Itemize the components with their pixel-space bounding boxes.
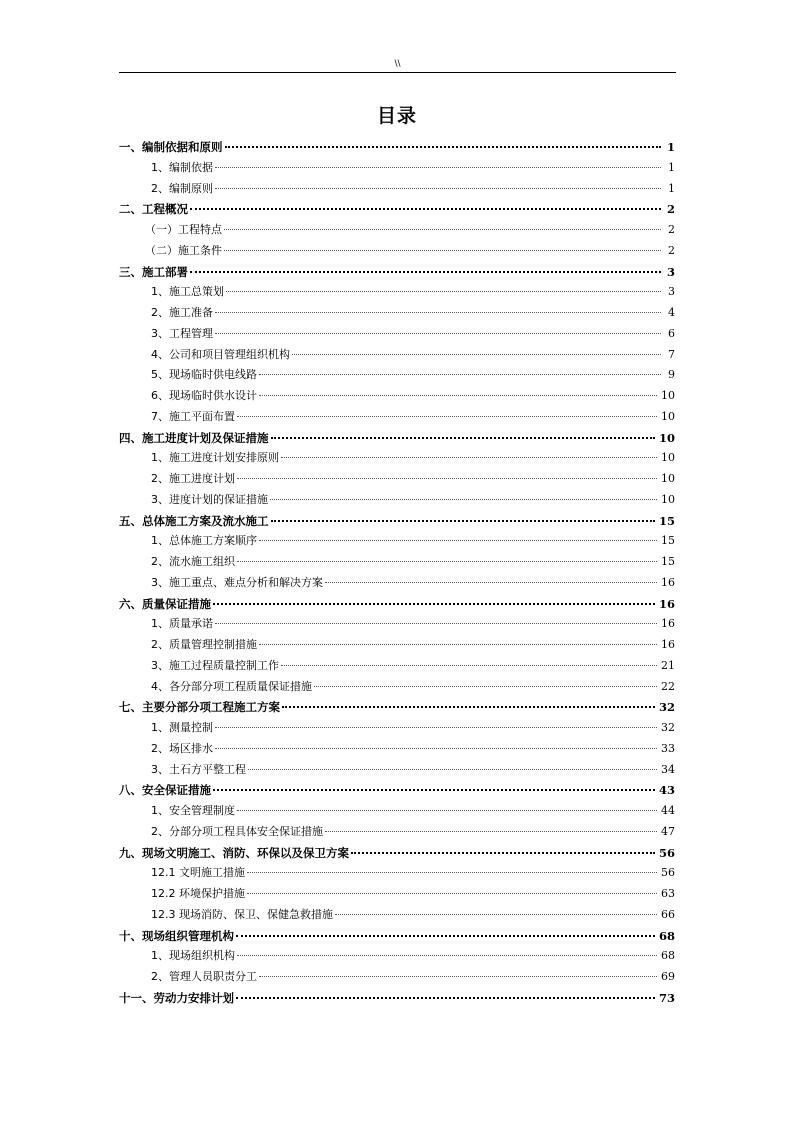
toc-page-number: 9 [668,368,675,382]
toc-entry-label: （二）施工条件 [145,243,222,257]
toc-page-number: 16 [658,596,675,611]
toc-page-number: 2 [668,243,675,257]
toc-section-entry[interactable] [119,946,675,967]
toc-section-entry[interactable] [119,573,675,594]
toc-dot-leader [292,353,661,355]
toc-dot-leader [215,166,661,168]
toc-entry-label: 3、进度计划的保证措施 [151,492,268,506]
toc-dot-leader [236,996,655,999]
toc-page-number: 1 [668,181,675,195]
toc-section-entry[interactable] [119,614,675,635]
header-text: \\ [394,59,401,69]
toc-section-entry[interactable] [119,656,675,677]
toc-chapter-entry[interactable] [119,780,675,801]
toc-entry-label: 一、编制依据和原则 [119,140,223,154]
toc-dot-leader [237,954,657,956]
toc-dot-leader [351,851,655,854]
toc-dot-leader [215,747,657,749]
toc-dot-leader [213,788,655,791]
toc-entry-label: 1、安全管理制度 [151,804,235,817]
toc-dot-leader [237,477,657,479]
toc-page-number: 10 [661,389,675,402]
toc-page-number: 3 [666,264,675,279]
toc-entry-label: 2、管理人员职责分工 [151,970,257,983]
toc-entry-label: 3、施工重点、难点分析和解决方案 [151,575,323,589]
toc-page-number: 56 [658,845,675,860]
toc-dot-leader [270,498,657,500]
toc-page-number: 10 [661,492,675,506]
toc-dot-leader [259,373,661,375]
toc-section-entry[interactable] [119,760,675,781]
toc-page-number: 2 [668,223,675,236]
toc-chapter-entry[interactable] [119,511,675,532]
toc-chapter-entry[interactable] [119,199,675,220]
toc-section-entry[interactable] [119,386,675,407]
toc-page-number: 1 [666,140,675,154]
toc-section-entry[interactable] [119,158,675,179]
toc-section-entry[interactable] [119,407,675,428]
toc-entry-label: 1、测量控制 [151,721,213,734]
toc-section-entry[interactable] [119,739,675,760]
toc-page-number: 15 [661,534,675,548]
toc-section-entry[interactable] [119,345,675,366]
toc-title: 目录 [376,105,417,127]
toc-chapter-entry[interactable] [119,988,675,1009]
toc-section-entry[interactable] [119,718,675,739]
toc-chapter-entry[interactable] [119,262,675,283]
toc-page-number: 47 [661,824,675,838]
toc-dot-leader [259,539,657,541]
toc-section-entry[interactable] [119,531,675,552]
toc-dot-leader [281,664,657,666]
toc-entry-label: 1、质量承诺 [151,617,213,631]
toc-dot-leader [271,519,655,522]
toc-entry-label: 二、工程概况 [119,202,188,217]
toc-entry-label: 九、现场文明施工、消防、环保以及保卫方案 [119,845,349,860]
toc-entry-label: 八、安全保证措施 [119,783,211,798]
toc-dot-leader [259,643,657,645]
table-of-contents [119,137,675,1009]
toc-section-entry[interactable] [119,677,675,698]
toc-page-number: 15 [658,513,675,528]
toc-dot-leader [215,311,661,313]
toc-dot-leader [215,187,661,189]
toc-page-number: 3 [668,285,675,299]
toc-section-entry[interactable] [119,884,675,905]
toc-dot-leader [237,415,657,417]
toc-page-number: 16 [661,638,675,651]
toc-entry-label: 6、现场临时供水设计 [151,389,257,402]
toc-entry-label: 1、编制依据 [151,160,213,174]
toc-page-number: 68 [661,949,675,963]
toc-section-entry[interactable] [119,365,675,386]
toc-entry-label: 十、现场组织管理机构 [119,928,234,943]
toc-entry-label: 3、工程管理 [151,326,213,340]
toc-chapter-entry[interactable] [119,926,675,947]
toc-dot-leader [259,394,657,396]
toc-dot-leader [335,913,657,915]
toc-dot-leader [247,871,657,873]
toc-entry-label: 2、施工进度计划 [151,472,235,485]
toc-page-number: 73 [658,990,675,1005]
toc-dot-leader [226,290,661,292]
toc-chapter-entry[interactable] [119,137,675,158]
toc-entry-label: 六、质量保证措施 [119,596,211,611]
toc-page-number: 10 [661,472,675,485]
toc-entry-label: 12.3 现场消防、保卫、保健急救措施 [151,907,333,921]
toc-section-entry[interactable] [119,220,675,241]
toc-entry-label: 2、流水施工组织 [151,555,235,568]
toc-dot-leader [225,145,662,148]
toc-section-entry[interactable] [119,822,675,843]
toc-dot-leader [215,332,661,334]
toc-dot-leader [247,892,657,894]
toc-entry-label: 3、施工过程质量控制工作 [151,658,279,672]
toc-section-entry[interactable] [119,179,675,200]
page-header [119,58,676,73]
toc-entry-label: 三、施工部署 [119,264,188,279]
toc-entry-label: 1、施工进度计划安排原则 [151,451,279,465]
toc-entry-label: 4、各分部分项工程质量保证措施 [151,679,312,693]
toc-section-entry[interactable] [119,282,675,303]
toc-section-entry[interactable] [119,490,675,511]
toc-page-number: 56 [661,866,675,880]
toc-entry-label: 2、施工准备 [151,306,213,319]
toc-entry-label: 2、编制原则 [151,181,213,195]
toc-section-entry[interactable] [119,324,675,345]
toc-page-number: 6 [668,326,675,340]
toc-page-number: 44 [661,804,675,817]
toc-page-number: 4 [668,306,675,319]
toc-page-number: 16 [661,575,675,589]
toc-section-entry[interactable] [119,448,675,469]
toc-chapter-entry[interactable] [119,697,675,718]
toc-entry-label: 7、施工平面布置 [151,409,235,423]
toc-dot-leader [190,270,661,273]
toc-page-number: 10 [658,430,675,445]
toc-chapter-entry[interactable] [119,428,675,449]
toc-page-number: 66 [661,907,675,921]
toc-entry-label: 4、公司和项目管理组织机构 [151,347,290,361]
toc-entry-label: 1、现场组织机构 [151,949,235,963]
toc-entry-label: 1、总体施工方案顺序 [151,534,257,548]
toc-entry-label: 十一、劳动力安排计划 [119,990,234,1005]
toc-dot-leader [259,975,657,977]
toc-chapter-entry[interactable] [119,843,675,864]
toc-entry-label: 12.1 文明施工措施 [151,866,245,880]
toc-page-number: 69 [661,970,675,983]
toc-dot-leader [236,934,655,937]
toc-dot-leader [237,560,657,562]
toc-page-number: 34 [661,762,675,776]
toc-page-number: 1 [668,160,675,174]
toc-page-number: 15 [661,555,675,568]
toc-section-entry[interactable] [119,241,675,262]
toc-dot-leader [215,622,657,624]
toc-section-entry[interactable] [119,863,675,884]
toc-entry-label: 2、场区排水 [151,741,213,755]
toc-section-entry[interactable] [119,303,675,324]
toc-page-number: 32 [661,721,675,734]
toc-page-number: 2 [666,202,675,217]
toc-section-entry[interactable] [119,905,675,926]
toc-page-number: 10 [661,451,675,465]
toc-section-entry[interactable] [119,635,675,656]
toc-chapter-entry[interactable] [119,594,675,615]
toc-page-number: 16 [661,617,675,631]
toc-entry-label: 四、施工进度计划及保证措施 [119,430,269,445]
toc-page-number: 22 [661,679,675,693]
toc-page-number: 7 [668,347,675,361]
toc-dot-leader [215,726,657,728]
toc-dot-leader [271,436,655,439]
toc-dot-leader [314,685,657,687]
toc-page-number: 10 [661,409,675,423]
toc-entry-label: 五、总体施工方案及流水施工 [119,513,269,528]
toc-dot-leader [224,228,661,230]
toc-page-number: 21 [661,658,675,672]
toc-page-number: 68 [658,928,675,943]
toc-entry-label: 七、主要分部分项工程施工方案 [119,700,280,715]
toc-entry-label: 3、土石方平整工程 [151,762,246,776]
toc-entry-label: 5、现场临时供电线路 [151,368,257,382]
toc-dot-leader [325,830,657,832]
toc-page-number: 33 [661,741,675,755]
toc-entry-label: 12.2 环境保护措施 [151,887,245,900]
toc-section-entry[interactable] [119,552,675,573]
toc-dot-leader [224,249,661,251]
toc-page-number: 32 [658,700,675,715]
toc-dot-leader [190,207,661,210]
toc-section-entry[interactable] [119,469,675,490]
toc-dot-leader [248,768,657,770]
toc-section-entry[interactable] [119,967,675,988]
toc-section-entry[interactable] [119,801,675,822]
toc-page-number: 43 [658,783,675,798]
toc-entry-label: 2、质量管理控制措施 [151,638,257,651]
toc-dot-leader [281,456,657,458]
toc-dot-leader [325,581,657,583]
toc-page-number: 63 [661,887,675,900]
toc-entry-label: （一）工程特点 [145,223,222,236]
toc-dot-leader [213,602,655,605]
toc-dot-leader [237,809,657,811]
toc-entry-label: 1、施工总策划 [151,285,224,299]
toc-entry-label: 2、分部分项工程具体安全保证措施 [151,824,323,838]
toc-dot-leader [282,705,655,708]
